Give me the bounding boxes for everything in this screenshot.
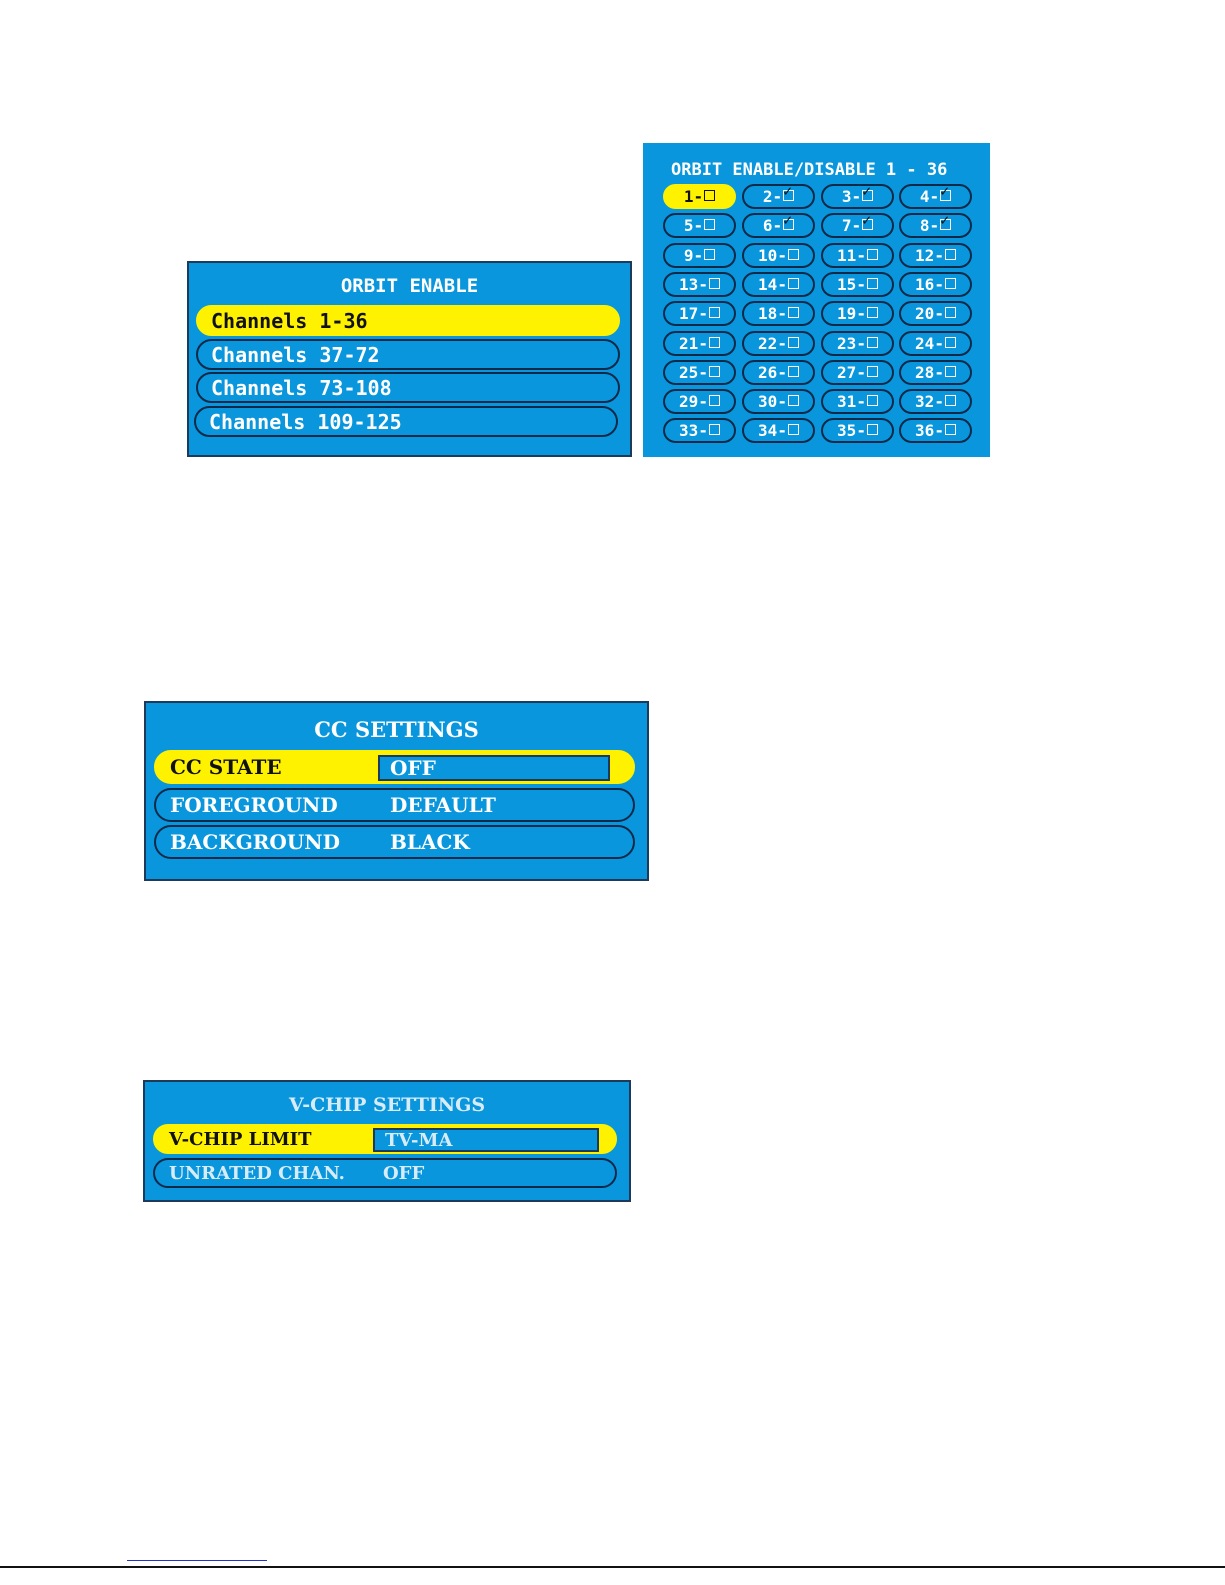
unchecked-box-icon (788, 337, 799, 348)
unrated-chan-label: UNRATED CHAN. (169, 1162, 345, 1184)
channel-label: 25- (679, 362, 708, 382)
cc-state-row[interactable] (154, 750, 635, 784)
channel-7-toggle[interactable] (821, 213, 894, 238)
channel-label: 20- (915, 304, 944, 324)
menu-item-channels-109-125[interactable]: Channels 109-125 (194, 406, 618, 437)
unchecked-box-icon (945, 424, 956, 435)
unchecked-box-icon (709, 337, 720, 348)
unrated-chan-value: OFF (383, 1162, 425, 1184)
channel-10-toggle[interactable] (742, 243, 815, 268)
channel-label: 21- (679, 333, 708, 353)
channel-17-toggle[interactable] (663, 301, 736, 326)
channel-label: 8- (919, 216, 940, 236)
channel-label: 32- (915, 392, 944, 412)
channel-label: 35- (837, 421, 866, 441)
cc-settings-menu (144, 701, 649, 881)
unchecked-box-icon (867, 366, 878, 377)
vchip-limit-value[interactable]: TV-MA (373, 1128, 599, 1152)
checked-box-icon (862, 182, 873, 201)
checked-box-icon (862, 211, 873, 230)
channel-15-toggle[interactable] (821, 272, 894, 297)
channel-label: 23- (837, 333, 866, 353)
channel-27-toggle[interactable] (821, 360, 894, 385)
unchecked-box-icon (867, 395, 878, 406)
unchecked-box-icon (788, 249, 799, 260)
checked-box-icon (783, 211, 794, 230)
channel-label: 24- (915, 333, 944, 353)
channel-label: 17- (679, 304, 708, 324)
channel-5-toggle[interactable] (663, 213, 736, 238)
channel-label: 13- (679, 274, 708, 294)
channel-label: 12- (915, 245, 944, 265)
channel-18-toggle[interactable] (742, 301, 815, 326)
unchecked-box-icon (788, 395, 799, 406)
unchecked-box-icon (709, 366, 720, 377)
channel-label: 15- (837, 274, 866, 294)
orbit-enable-title: ORBIT ENABLE (340, 275, 479, 297)
menu-item-channels-73-108[interactable]: Channels 73-108 (196, 372, 620, 403)
background-label: BACKGROUND (170, 830, 340, 854)
channel-label: 10- (758, 245, 787, 265)
checkmark-icon: ✓ (940, 182, 950, 200)
checked-box-icon (940, 211, 951, 230)
checked-box-icon (783, 182, 794, 201)
channel-label: 2- (762, 187, 783, 206)
channel-label: 18- (758, 304, 787, 324)
channel-3-toggle[interactable] (821, 184, 894, 209)
unchecked-box-icon (945, 366, 956, 377)
unchecked-box-icon (867, 278, 878, 289)
channel-label: 6- (762, 216, 783, 236)
vchip-limit-label: V-CHIP LIMIT (169, 1128, 312, 1150)
checkmark-icon: ✓ (783, 211, 793, 230)
checked-box-icon (940, 182, 951, 201)
menu-item-channels-37-72[interactable]: Channels 37-72 (196, 339, 620, 370)
unchecked-box-icon (867, 307, 878, 318)
channel-11-toggle[interactable] (821, 243, 894, 268)
footer-divider (0, 1566, 1225, 1568)
channel-14-toggle[interactable] (742, 272, 815, 297)
channel-label: 9- (683, 245, 704, 265)
channel-2-toggle[interactable] (742, 184, 815, 209)
channel-6-toggle[interactable] (742, 213, 815, 238)
unchecked-box-icon (945, 307, 956, 318)
unchecked-box-icon (945, 395, 956, 406)
checkmark-icon: ✓ (940, 211, 950, 230)
channel-label: 30- (758, 392, 787, 412)
channel-19-toggle[interactable] (821, 301, 894, 326)
channel-label: 31- (837, 392, 866, 412)
channel-25-toggle[interactable] (663, 360, 736, 385)
unchecked-box-icon (867, 337, 878, 348)
unchecked-box-icon (788, 278, 799, 289)
channel-label: 34- (758, 421, 787, 441)
checkmark-icon: ✓ (862, 211, 872, 230)
channel-8-toggle[interactable] (899, 213, 972, 238)
unchecked-box-icon (867, 249, 878, 260)
channel-label: 7- (841, 216, 862, 236)
cc-state-label: CC STATE (170, 755, 282, 779)
channel-26-toggle[interactable] (742, 360, 815, 385)
checkmark-icon: ✓ (862, 182, 872, 200)
unrated-chan-row[interactable] (153, 1158, 617, 1188)
channel-1-toggle[interactable] (663, 184, 736, 209)
channel-13-toggle[interactable] (663, 272, 736, 297)
background-row[interactable] (154, 825, 635, 859)
channel-label: 5- (683, 216, 704, 236)
unchecked-box-icon (867, 424, 878, 435)
channel-label: 29- (679, 392, 708, 412)
foreground-value: DEFAULT (390, 793, 496, 817)
unchecked-box-icon (704, 249, 715, 260)
channel-34-toggle[interactable] (742, 418, 815, 443)
channel-label: 28- (915, 362, 944, 382)
channel-30-toggle[interactable] (742, 389, 815, 414)
orbit-enable-disable-menu (643, 143, 990, 457)
checkmark-icon: ✓ (783, 182, 793, 200)
channel-33-toggle[interactable] (663, 418, 736, 443)
unchecked-box-icon (704, 219, 715, 230)
channel-35-toggle[interactable] (821, 418, 894, 443)
background-value: BLACK (390, 830, 470, 854)
unchecked-box-icon (709, 278, 720, 289)
channel-label: 19- (837, 304, 866, 324)
unchecked-box-icon (788, 307, 799, 318)
channel-4-toggle[interactable] (899, 184, 972, 209)
menu-item-channels-1-36[interactable]: Channels 1-36 (196, 305, 620, 336)
unchecked-box-icon (945, 278, 956, 289)
channel-20-toggle[interactable] (899, 301, 972, 326)
channel-16-toggle[interactable] (899, 272, 972, 297)
channel-21-toggle[interactable] (663, 331, 736, 356)
unchecked-box-icon (788, 366, 799, 377)
channel-label: 11- (837, 245, 866, 265)
channel-28-toggle[interactable] (899, 360, 972, 385)
foreground-row[interactable] (154, 788, 635, 822)
vchip-settings-title: V-CHIP SETTINGS (288, 1094, 486, 1116)
cc-settings-title: CC SETTINGS (314, 717, 479, 742)
channel-label: 14- (758, 274, 787, 294)
unchecked-box-icon (704, 190, 715, 201)
channel-label: 4- (919, 187, 940, 206)
channel-label: 33- (679, 421, 708, 441)
channel-label: 1- (683, 187, 704, 206)
channel-29-toggle[interactable] (663, 389, 736, 414)
unchecked-box-icon (709, 395, 720, 406)
unchecked-box-icon (945, 337, 956, 348)
orbit-enable-menu (187, 261, 632, 457)
unchecked-box-icon (945, 249, 956, 260)
channel-36-toggle[interactable] (899, 418, 972, 443)
channel-label: 22- (758, 333, 787, 353)
channel-9-toggle[interactable] (663, 243, 736, 268)
unchecked-box-icon (709, 307, 720, 318)
cc-state-value[interactable]: OFF (378, 755, 610, 781)
orbit-grid-title: ORBIT ENABLE/DISABLE 1 - 36 (671, 160, 948, 180)
channel-label: 26- (758, 362, 787, 382)
foreground-label: FOREGROUND (170, 793, 338, 817)
channel-32-toggle[interactable] (899, 389, 972, 414)
vchip-limit-row[interactable] (153, 1124, 617, 1154)
channel-23-toggle[interactable] (821, 331, 894, 356)
channel-12-toggle[interactable] (899, 243, 972, 268)
channel-label: 3- (841, 187, 862, 206)
channel-label: 27- (837, 362, 866, 382)
channel-24-toggle[interactable] (899, 331, 972, 356)
unchecked-box-icon (788, 424, 799, 435)
channel-label: 16- (915, 274, 944, 294)
unchecked-box-icon (709, 424, 720, 435)
channel-label: 36- (915, 421, 944, 441)
channel-22-toggle[interactable] (742, 331, 815, 356)
vchip-settings-menu (143, 1080, 631, 1202)
channel-31-toggle[interactable] (821, 389, 894, 414)
footer-link-underline (127, 1560, 267, 1561)
